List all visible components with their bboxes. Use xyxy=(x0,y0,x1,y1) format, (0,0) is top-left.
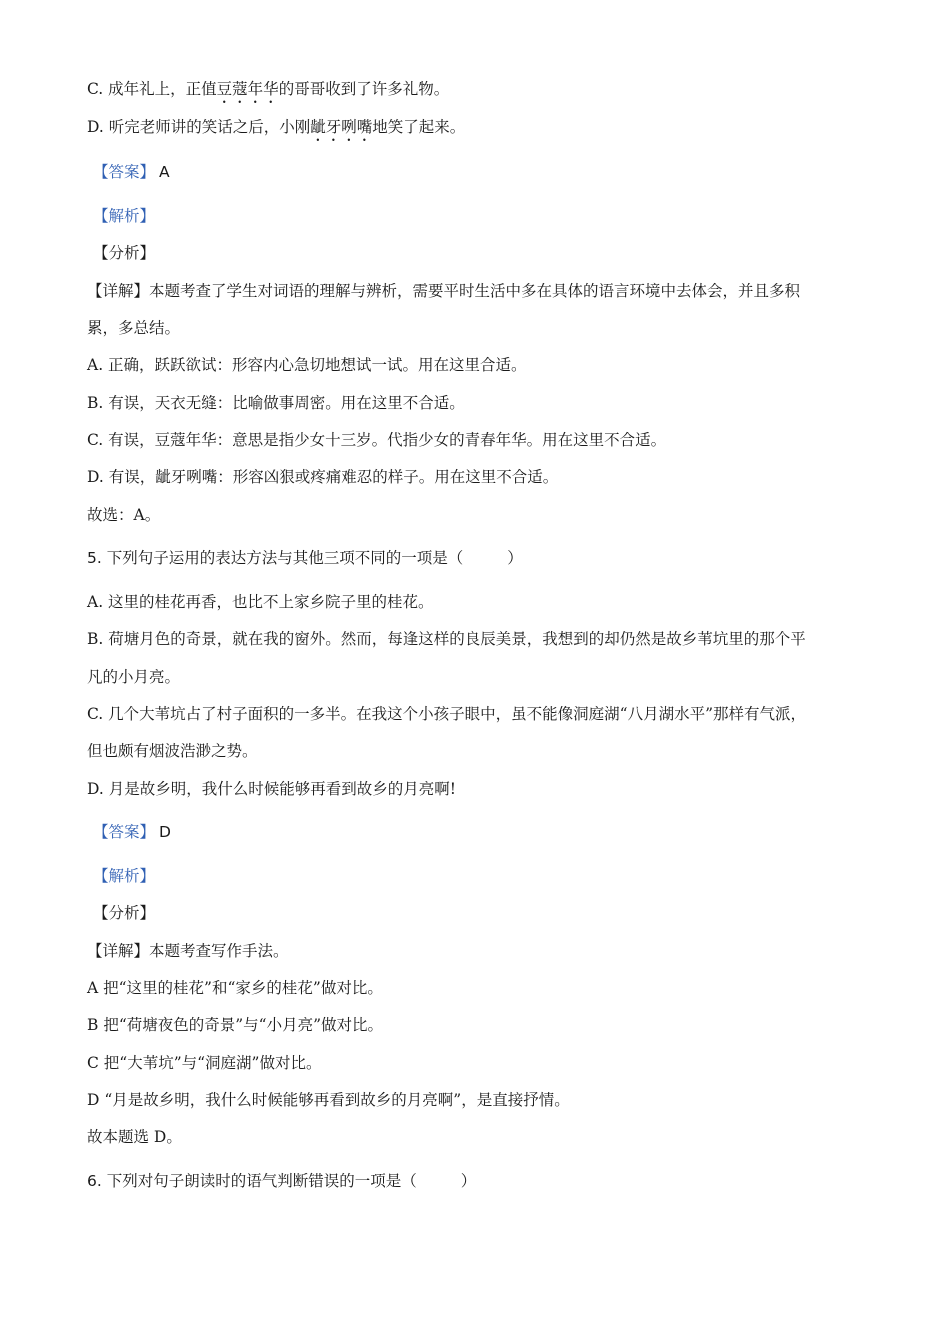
q4-option-d-emphasis: 龇牙咧嘴 xyxy=(310,118,373,136)
q4-analysis xyxy=(93,206,883,226)
q4-analysis-tag: 【解析】 xyxy=(93,207,156,225)
q5-analysis-tag: 【解析】 xyxy=(93,867,156,885)
q5-detail-text: 本题考查写作手法。 xyxy=(149,942,289,960)
q4-answer-value: A xyxy=(159,163,170,181)
q5-fenxi-tag: 【分析】 xyxy=(93,904,156,922)
q5-answer-value: D xyxy=(159,823,171,841)
q4-fenxi xyxy=(93,243,883,263)
q5-detail xyxy=(87,941,877,961)
q4-option-d xyxy=(87,117,877,145)
q5-explain-b: B 把“荷塘夜色的奇景”与“小月亮”做对比。 xyxy=(87,1016,384,1034)
q5-stem xyxy=(87,548,877,568)
q6-stem-text: 6. 下列对句子朗读时的语气判断错误的一项是（ xyxy=(87,1172,417,1190)
q5-fenxi xyxy=(93,903,883,923)
q4-option-c-emphasis: 豆蔻年华 xyxy=(216,80,279,98)
q5-option-a: A. 这里的桂花再香，也比不上家乡院子里的桂花。 xyxy=(87,593,434,611)
q5-option-b-cont: 凡的小月亮。 xyxy=(87,668,181,686)
q6-stem xyxy=(87,1171,877,1191)
q6-stem-close: ） xyxy=(460,1172,477,1190)
q5-option-b: B. 荷塘月色的奇景，就在我的窗外。然而，每逢这样的良辰美景，我想到的却仍然是故乡苇坑里的那个平 xyxy=(87,630,806,648)
q5-explain-c: C 把“大苇坑”与“洞庭湖”做对比。 xyxy=(87,1054,322,1072)
q5-explain-a: A 把“这里的桂花”和“家乡的桂花”做对比。 xyxy=(87,979,383,997)
q5-option-d: D. 月是故乡明，我什么时候能够再看到故乡的月亮啊! xyxy=(87,780,456,798)
q4-option-c-text-end: 的哥哥收到了许多礼物。 xyxy=(278,80,450,98)
q4-answer xyxy=(93,162,883,182)
q5-answer-tag: 【答案】 xyxy=(93,823,156,841)
q4-explain-b: B. 有误，天衣无缝：比喻做事周密。用在这里不合适。 xyxy=(87,394,465,412)
q5-stem-close: ） xyxy=(507,549,523,567)
q4-detail-cont: 累，多总结。 xyxy=(87,319,181,337)
q4-explain-a: A. 正确，跃跃欲试：形容内心急切地想试一试。用在这里合适。 xyxy=(87,356,527,374)
q5-option-c: C. 几个大苇坑占了村子面积的一多半。在我这个小孩子眼中，虽不能像洞庭湖“八月湖水平”那样有气派， xyxy=(87,705,807,723)
q4-detail-tag: 【详解】 xyxy=(87,282,150,300)
q5-detail-tag: 【详解】 xyxy=(87,942,150,960)
q4-option-c xyxy=(87,79,877,107)
q4-option-c-text: C. 成年礼上，正值 xyxy=(87,80,217,98)
q4-answer-tag: 【答案】 xyxy=(93,163,156,181)
q5-stem-text: 5. 下列句子运用的表达方法与其他三项不同的一项是（ xyxy=(87,549,464,567)
q4-explain-c: C. 有误，豆蔻年华：意思是指少女十三岁。代指少女的青春年华。用在这里不合适。 xyxy=(87,431,667,449)
q5-answer xyxy=(93,822,883,842)
q5-conclusion: 故本题选 D。 xyxy=(87,1128,182,1146)
q4-detail-text: 本题考查了学生对词语的理解与辨析，需要平时生活中多在具体的语言环境中去体会，并且多积 xyxy=(149,282,801,300)
q4-explain-d: D. 有误，龇牙咧嘴：形容凶狠或疼痛难忍的样子。用在这里不合适。 xyxy=(87,468,559,486)
q4-option-d-text: D. 听完老师讲的笑话之后，小刚 xyxy=(87,118,311,136)
q5-option-c-cont: 但也颇有烟波浩渺之势。 xyxy=(87,742,258,760)
q4-option-d-text-end: 地笑了起来。 xyxy=(372,118,466,136)
q5-analysis xyxy=(93,866,883,886)
q4-detail xyxy=(87,281,877,301)
q5-explain-d: D “月是故乡明，我什么时候能够再看到故乡的月亮啊”，是直接抒情。 xyxy=(87,1091,570,1109)
q4-conclusion: 故选：A。 xyxy=(87,506,161,524)
q4-fenxi-tag: 【分析】 xyxy=(93,244,156,262)
